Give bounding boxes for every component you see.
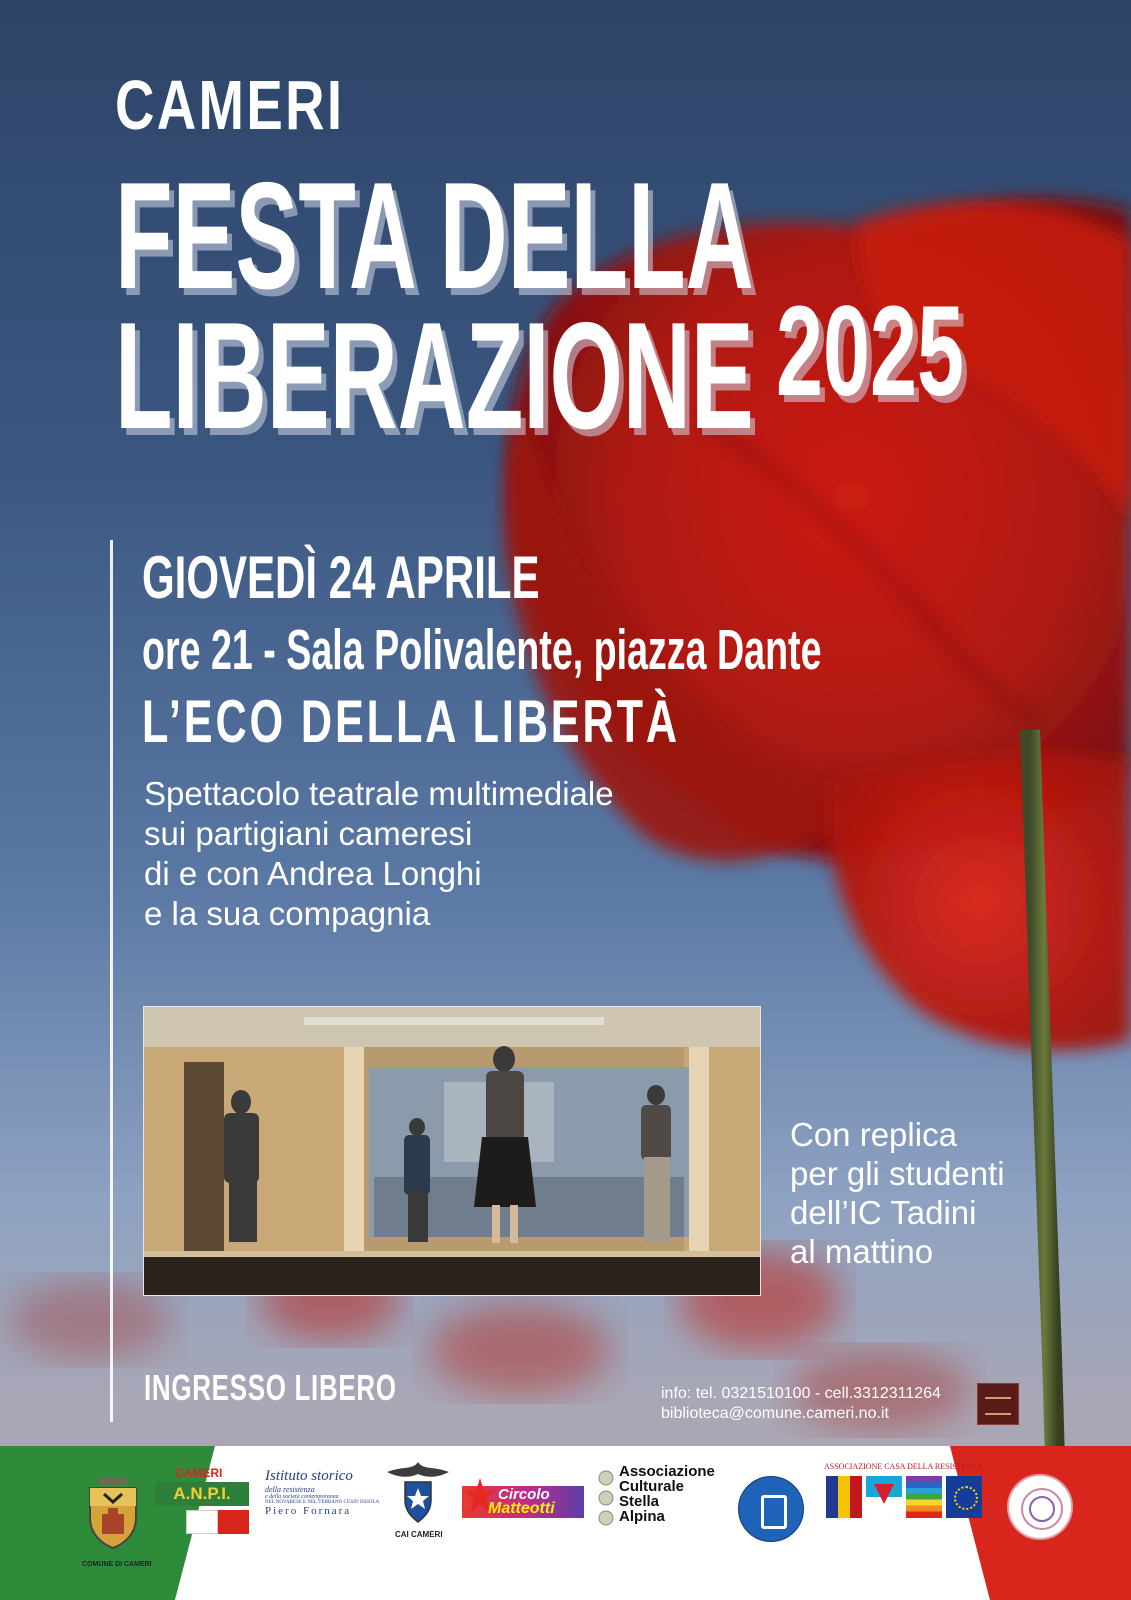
replica-line: per gli studenti [790, 1155, 1005, 1192]
description-line: sui partigiani cameresi [144, 815, 473, 852]
replica-line: al mattino [790, 1233, 934, 1270]
event-date: GIOVEDÌ 24 APRILE [142, 544, 540, 611]
show-title: L’ECO DELLA LIBERTÀ [142, 688, 680, 755]
vertical-divider [110, 540, 113, 1422]
comune-crest-logo [80, 1472, 146, 1562]
anpi-logo: CAMERI A.N.P.I. [155, 1466, 251, 1546]
sponsors-footer [0, 1446, 1131, 1600]
circolo-matteotti-logo: Circolo Matteotti [462, 1476, 588, 1536]
year: 2025 [776, 280, 964, 423]
stella-alpina-logo: Associazione Culturale Stella Alpina [595, 1460, 715, 1550]
replica-line: dell’IC Tadini [790, 1194, 977, 1231]
event-time-place: ore 21 - Sala Polivalente, piazza Dante [142, 618, 822, 682]
show-description [144, 774, 614, 934]
contact-email: biblioteca@comune.cameri.no.it [661, 1405, 889, 1422]
comune-caption: COMUNE DI CAMERI [82, 1561, 152, 1568]
edelweiss-icon [595, 1468, 617, 1543]
contact-phone: info: tel. 0321510100 - cell.3312311264 [661, 1385, 941, 1402]
stage-photo [143, 1006, 761, 1296]
stage-photo-illustration [144, 1007, 760, 1295]
library-logo [977, 1383, 1019, 1425]
description-line: e la sua compagnia [144, 895, 431, 932]
casa-resistenza-logo: ASSOCIAZIONE CASA DELLA RESISTENZA [824, 1462, 994, 1542]
description-line: Spettacolo teatrale multimediale [144, 775, 614, 812]
contact-info [661, 1384, 941, 1424]
istituto-storico-logo: Istituto storico della resistenza e della società contemporanea NEL NOVARESE E NEL VERBANO CUSIO OSSOLA Piero Fornara [265, 1468, 380, 1517]
replica-note [790, 1115, 1005, 1271]
replica-line: Con replica [790, 1116, 957, 1153]
cai-logo: CAI CAMERI [383, 1460, 453, 1550]
comitolo-logo [1007, 1474, 1073, 1540]
town-name: CAMERI [115, 66, 345, 144]
title-line-1: FESTA DELLA [115, 151, 754, 321]
internati-logo [738, 1476, 804, 1542]
description-line: di e con Andrea Longhi [144, 855, 482, 892]
title-line-2: LIBERAZIONE [115, 291, 754, 461]
free-entry-label: INGRESSO LIBERO [144, 1367, 397, 1408]
